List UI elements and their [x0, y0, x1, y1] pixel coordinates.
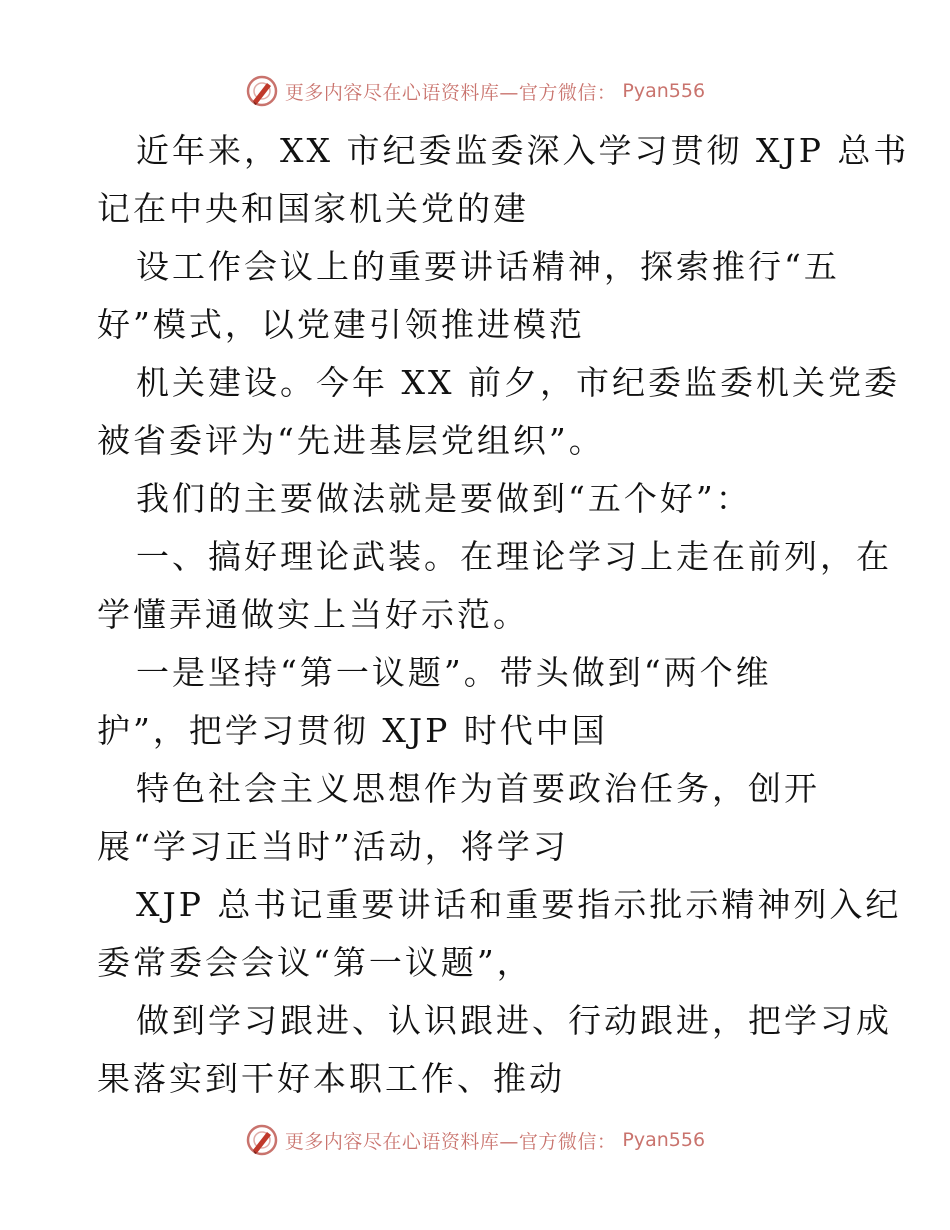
text-line: 设工作会议上的重要讲话精神，探索推行“五: [136, 247, 840, 286]
text-line: 我们的主要做法就是要做到“五个好”：: [136, 479, 752, 518]
text-line: 委常委会会议“第一议题”，: [97, 943, 533, 982]
text-line: 护”，把学习贯彻 XJP 时代中国: [97, 711, 608, 750]
text-line: 一、搞好理论武装。在理论学习上走在前列，在: [136, 537, 892, 576]
text-line: 近年来，XX 市纪委监委深入学习贯彻 XJP 总书: [136, 131, 910, 170]
watermark-header: [0, 71, 950, 111]
watermark-handle: Pyan556: [622, 80, 706, 102]
text-line: 学懂弄通做实上当好示范。: [97, 595, 529, 634]
text-line: 做到学习跟进、认识跟进、行动跟进，把学习成: [136, 1001, 892, 1040]
watermark-text: 更多内容尽在心语资料库—官方微信：: [284, 1130, 617, 1153]
text-line: 果落实到干好本职工作、推动: [97, 1059, 565, 1098]
text-line: 被省委评为“先进基层党组织”。: [97, 421, 605, 460]
pen-logo-icon: [245, 74, 279, 108]
text-line: 特色社会主义思想作为首要政治任务，创开: [136, 769, 820, 808]
watermark-text: 更多内容尽在心语资料库—官方微信：: [284, 81, 617, 104]
watermark-footer: [0, 1120, 950, 1160]
document-body: [97, 122, 910, 1108]
text-line: 好”模式，以党建引领推进模范: [97, 305, 585, 344]
text-line: XJP 总书记重要讲话和重要指示批示精神列入纪: [136, 885, 902, 924]
text-line: 机关建设。今年 XX 前夕，市纪委监委机关党委: [136, 363, 900, 402]
text-line: 展“学习正当时”活动，将学习: [97, 827, 569, 866]
watermark-handle: Pyan556: [622, 1129, 706, 1151]
text-line: 一是坚持“第一议题”。带头做到“两个维: [136, 653, 772, 692]
pen-logo-icon: [245, 1123, 279, 1157]
text-line: 记在中央和国家机关党的建: [97, 189, 529, 228]
